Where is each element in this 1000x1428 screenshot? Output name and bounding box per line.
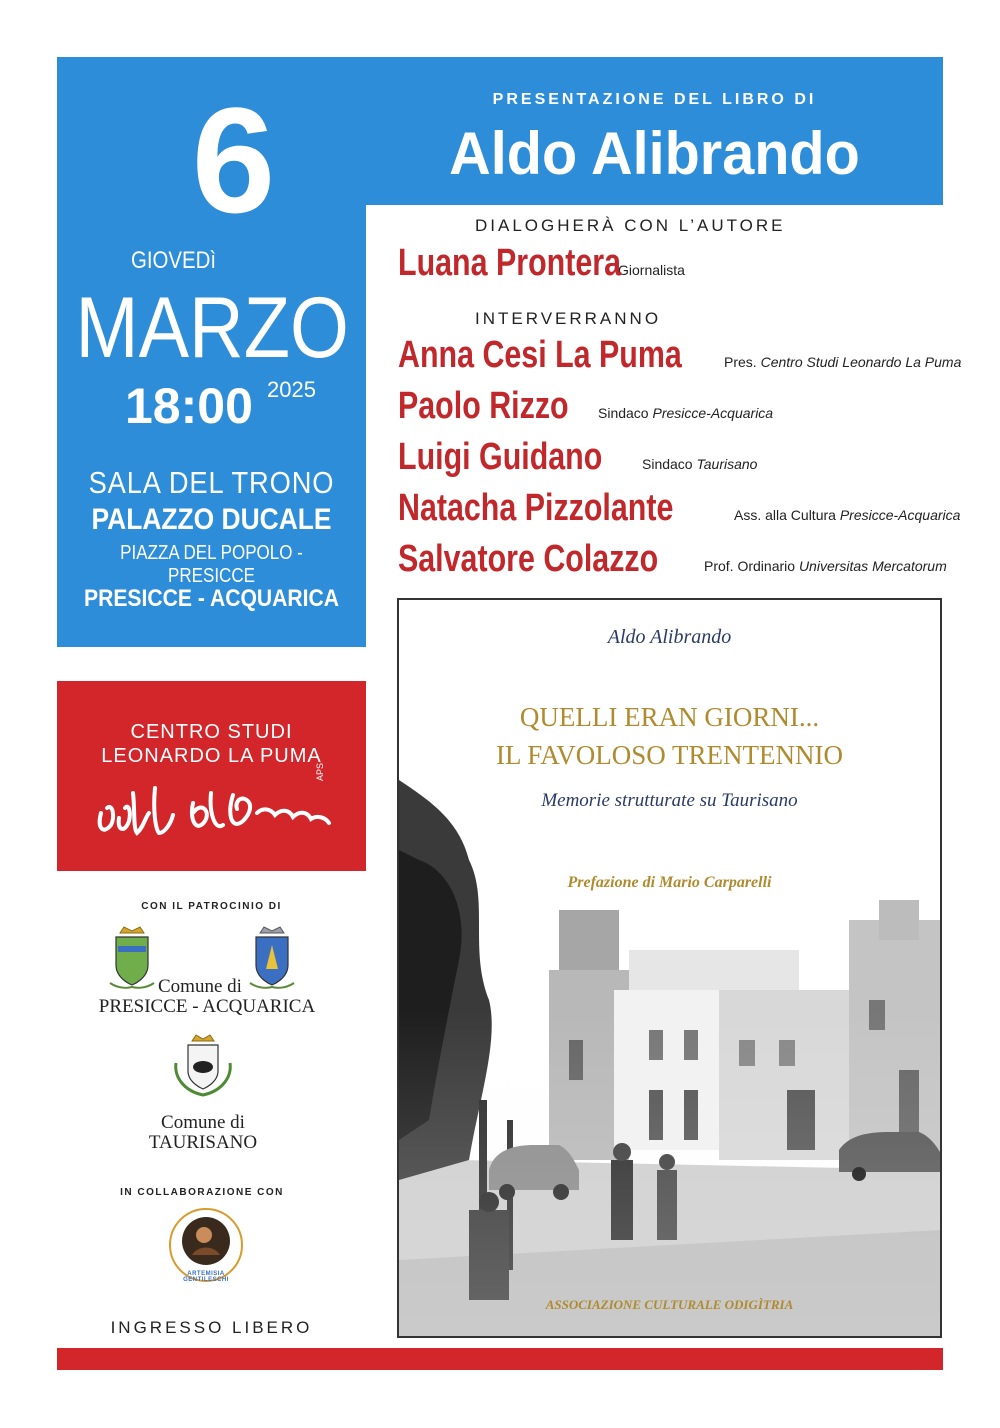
event-month: MARZO — [75, 280, 349, 376]
event-day: 6 — [191, 76, 272, 244]
taurisano-crest-icon — [168, 1033, 238, 1099]
speaker-name: Anna Cesi La Puma — [398, 334, 682, 376]
venue-town: PRESICCE - ACQUARICA — [83, 585, 340, 612]
venue-address: PIAZZA DEL POPOLO - PRESICCE — [120, 542, 303, 587]
moderator-row — [398, 242, 685, 285]
centro-title-line1: CENTRO STUDI — [130, 721, 293, 743]
speaker-role: Prof. Ordinario Universitas Mercatorum — [704, 558, 947, 574]
header-panel — [366, 57, 943, 205]
centro-title-line2: LEONARDO LA PUMA — [101, 745, 322, 767]
comune1-line1: Comune di — [158, 976, 242, 997]
speaker-name: Natacha Pizzolante — [398, 487, 674, 529]
artemisia-seal-text: ARTEMISIA GENTILESCHI — [183, 1271, 229, 1283]
comune2-line2: TAURISANO — [148, 1132, 258, 1153]
acquarica-crest-icon — [244, 925, 300, 995]
book-author: Aldo Alibrando — [607, 626, 732, 648]
signature-logo — [93, 773, 343, 843]
comune1-line2: PRESICCE - ACQUARICA — [98, 996, 316, 1017]
bottom-bar — [57, 1348, 943, 1370]
speaker-row — [398, 436, 757, 479]
book-title-line1: QUELLI ERAN GIORNI... — [519, 702, 820, 732]
moderator-label: DIALOGHERÀ CON L’AUTORE — [475, 216, 786, 235]
centro-studi-panel — [57, 681, 366, 871]
speaker-name: Salvatore Colazzo — [398, 538, 659, 580]
header-author: Aldo Alibrando — [449, 120, 860, 187]
speaker-row — [398, 385, 773, 428]
date-panel — [57, 57, 366, 647]
moderator-name: Luana Prontera — [398, 242, 621, 284]
speaker-role: Pres. Centro Studi Leonardo La Puma — [724, 354, 962, 370]
speaker-name: Paolo Rizzo — [398, 385, 569, 427]
street-photo-image — [399, 740, 940, 1338]
venue-building: PALAZZO DUCALE — [91, 503, 332, 536]
speaker-row — [398, 487, 960, 530]
aps-label: APS — [315, 762, 325, 781]
speaker-role: Ass. alla Cultura Presicce-Acquarica — [734, 507, 961, 523]
free-entry-label: INGRESSO LIBERO — [110, 1318, 313, 1337]
event-year: 2025 — [267, 377, 316, 402]
collab-label: IN COLLABORAZIONE CON — [120, 1187, 284, 1198]
book-publisher: ASSOCIAZIONE CULTURALE ODIGÌTRIA — [545, 1297, 794, 1312]
speaker-role: Sindaco Taurisano — [642, 456, 758, 472]
speakers-label: INTERVERRANNO — [475, 309, 662, 328]
moderator-role: Giornalista — [618, 262, 685, 278]
speaker-row — [398, 538, 947, 581]
speaker-name: Luigi Guidano — [398, 436, 603, 478]
speaker-role: Sindaco Presicce-Acquarica — [598, 405, 774, 421]
comune2-line1: Comune di — [161, 1112, 245, 1133]
book-cover — [397, 598, 942, 1338]
presicce-crest-icon — [104, 925, 160, 995]
event-weekday: GIOVEDì — [131, 247, 217, 274]
speaker-row — [398, 334, 961, 377]
patronage-label: CON IL PATROCINIO DI — [141, 901, 282, 912]
header-kicker: PRESENTAZIONE DEL LIBRO DI — [492, 91, 817, 108]
venue-hall: SALA DEL TRONO — [88, 465, 335, 500]
event-time: 18:00 — [125, 378, 253, 434]
